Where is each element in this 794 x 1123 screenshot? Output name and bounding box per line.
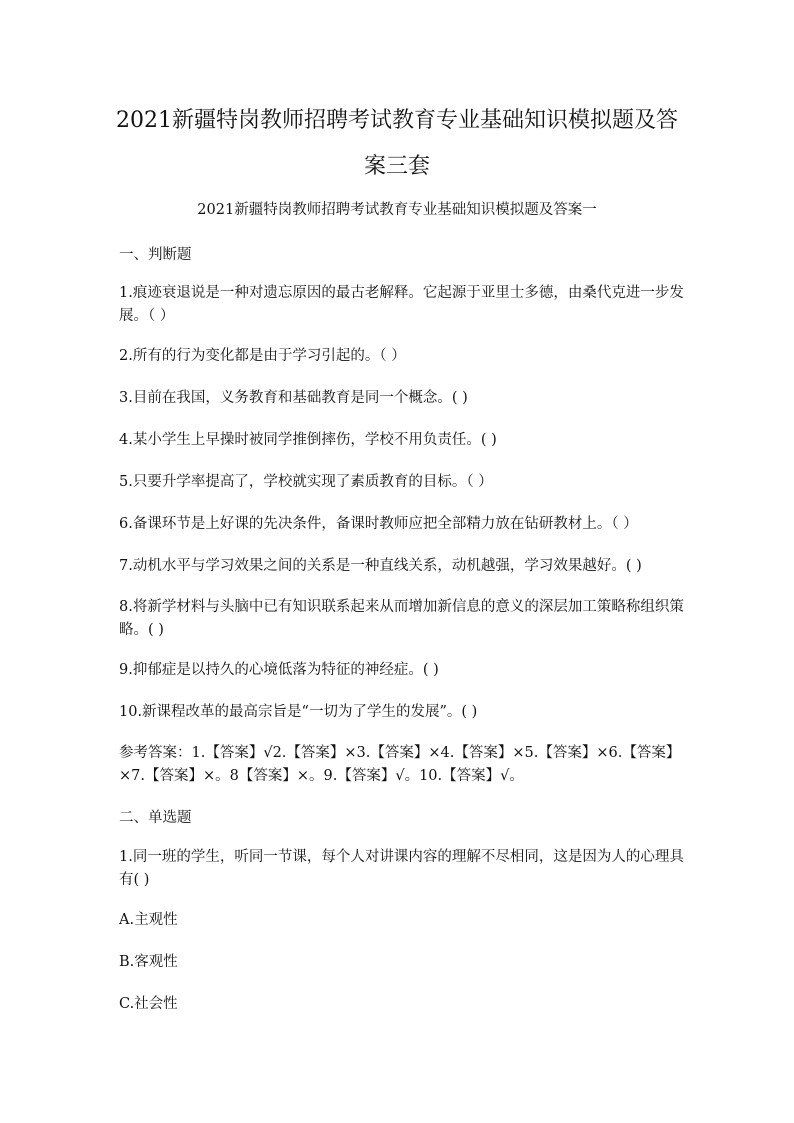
subtitle: 2021新疆特岗教师招聘考试教育专业基础知识模拟题及答案一 — [197, 202, 597, 218]
choice-question-1-line-1: 1.同一班的学生，听同一节课，每个人对讲课内容的理解不尽相同，这是因为人的心理具 — [119, 849, 684, 865]
option-b: B.客观性 — [119, 954, 178, 970]
option-c: C.社会性 — [119, 996, 178, 1012]
answer-key-line-2: ×7.【答案】×。8【答案】×。9.【答案】√。10.【答案】√。 — [119, 768, 524, 784]
question-10: 10.新课程改革的最高宗旨是“一切为了学生的发展”。( ) — [119, 704, 478, 720]
question-4: 4.某小学生上早操时被同学推倒摔伤，学校不用负责任。( ) — [119, 432, 497, 448]
question-1-line-1: 1.痕迹衰退说是一种对遗忘原因的最古老解释。它起源于亚里士多德，由桑代克进一步发 — [119, 285, 684, 301]
question-3: 3.目前在我国，义务教育和基础教育是同一个概念。( ) — [119, 390, 468, 406]
choice-question-1 — [119, 846, 684, 892]
question-1-line-2: 展。（ ） — [119, 308, 175, 324]
question-1 — [119, 282, 684, 328]
question-7: 7.动机水平与学习效果之间的关系是一种直线关系，动机越强，学习效果越好。( ) — [119, 558, 642, 574]
question-8 — [119, 596, 684, 642]
question-9: 9.抑郁症是以持久的心境低落为特征的神经症。( ) — [119, 662, 439, 678]
question-6: 6.备课环节是上好课的先决条件，备课时教师应把全部精力放在钻研教材上。（ ） — [119, 516, 638, 532]
option-a: A.主观性 — [119, 912, 178, 928]
document-title — [100, 98, 694, 190]
section-heading-judgement: 一、判断题 — [119, 247, 192, 263]
section-heading-single-choice: 二、单选题 — [119, 810, 192, 826]
title-line-1: 2021新疆特岗教师招聘考试教育专业基础知识模拟题及答 — [116, 108, 678, 133]
question-5: 5.只要升学率提高了，学校就实现了素质教育的目标。（ ） — [119, 474, 493, 490]
question-2: 2.所有的行为变化都是由于学习引起的。（ ） — [119, 348, 406, 364]
question-8-line-2: 略。( ) — [119, 622, 164, 638]
answer-key — [119, 742, 681, 788]
title-line-2: 案三套 — [363, 154, 430, 179]
choice-question-1-line-2: 有( ) — [119, 872, 150, 888]
question-8-line-1: 8.将新学材料与头脑中已有知识联系起来从而增加新信息的意义的深层加工策略称组织策 — [119, 599, 684, 615]
answer-key-line-1: 参考答案：1.【答案】√2.【答案】×3.【答案】×4.【答案】×5.【答案】×6.【答案】 — [119, 745, 681, 761]
